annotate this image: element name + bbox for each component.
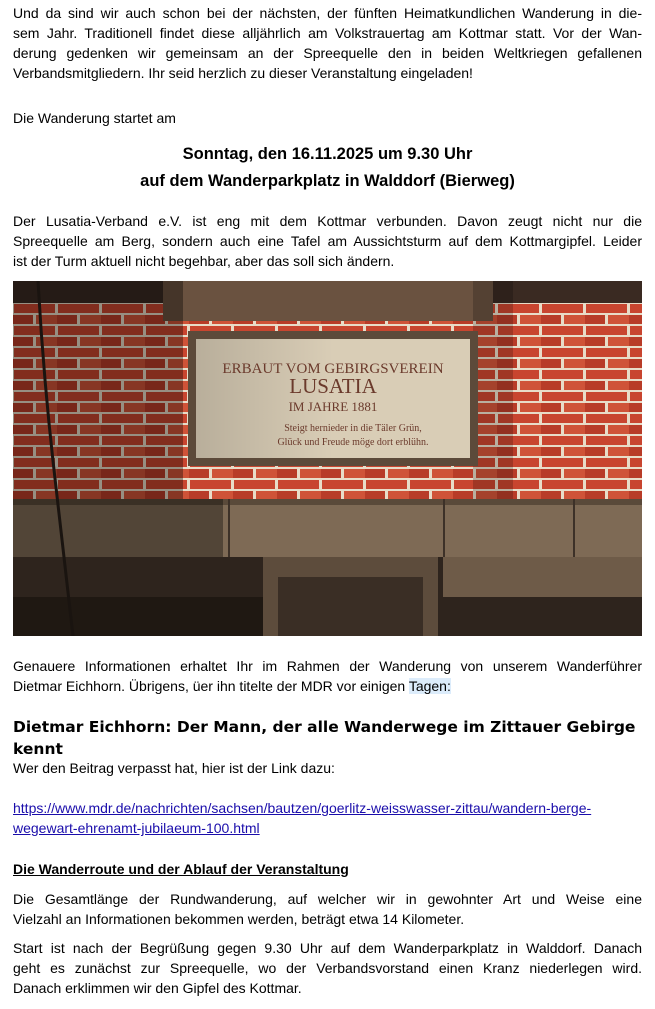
plaque-line-5: Glück und Freude möge dort erblühn. [277,437,429,448]
plaque-photo [13,281,642,636]
event-date: Sonntag, den 16.11.2025 um 9.30 Uhr [182,145,473,163]
route-line-2: Vielzahl an Informationen bekommen werden, beträgt etwa 14 Kilometer. [13,911,465,927]
info-line-2-text: Dietmar Eichhorn. Übrigens, üer ihn titelte der MDR vor einigen [13,678,409,694]
start-label: Die Wanderung startet am [13,110,176,126]
intro-line-1: Und da sind wir auch schon bei der nächsten, der fünften Heimatkundlichen Wanderung in die- [13,5,642,21]
lusatia-line-2: Spreequelle am Berg, sondern auch eine Tafel am Aussichtsturm auf dem Kottmargipfel. Leider [13,233,642,249]
mdr-link[interactable] [13,798,642,838]
lusatia-line-1: Der Lusatia-Verband e.V. ist eng mit dem Kottmar verbunden. Davon zeugt nicht nur die [13,213,642,229]
route-line-1: Die Gesamtlänge der Rundwanderung, auf welcher wir in gewohnter Art und Weise eine [13,891,642,907]
plaque-line-1: ERBAUT VOM GEBIRGSVEREIN [222,361,444,377]
event-place: auf dem Wanderparkplatz in Walddorf (Bierweg) [140,172,515,190]
intro-line-2: sem Jahr. Traditionell findet diese alljährlich am Volkstrauertag am Kottmar statt. Vor der Wan- [13,25,642,41]
intro-paragraph [13,3,642,83]
mdr-link-line-1[interactable]: https://www.mdr.de/nachrichten/sachsen/bautzen/goerlitz-weisswasser-zittau/wandern-berge- [13,800,592,816]
mdr-link-line-2[interactable]: wegewart-ehrenamt-jubilaeum-100.html [13,820,260,836]
intro-line-4: Verbandsmitgliedern. Ihr seid herzlich zu dieser Veranstaltung eingeladen! [13,65,473,81]
start-line-1: Start ist nach der Begrüßung gegen 9.30 Uhr auf dem Wanderparkplatz in Walddorf. Danach [13,940,642,956]
lusatia-paragraph [13,211,642,271]
section-title: Die Wanderroute und der Ablauf der Veranstaltung [13,861,349,877]
intro-line-3: derung gedenken wir gemeinsam an der Spreequelle den in beiden Weltkriegen gefallenen [13,45,642,61]
start-line-3: Danach erklimmen wir den Gipfel des Kottmar. [13,980,302,996]
plaque-line-2: LUSATIA [289,374,377,398]
info-paragraph [13,656,642,696]
plaque-line-4: Steigt hernieder in die Täler Grün, [284,423,422,434]
route-paragraph [13,889,642,929]
info-highlighted-word: Tagen: [408,678,451,694]
plaque-line-3: IM JAHRE 1881 [288,399,378,414]
info-line-2 [13,676,642,696]
start-paragraph [13,938,642,998]
info-line-1: Genauere Informationen erhaltet Ihr im Rahmen der Wanderung von unserem Wanderführer [13,658,642,674]
start-line-2: geht es zunächst zur Spreequelle, wo der Verbandsvorstand einen Kranz niederlegen wird. [13,960,642,976]
event-info [13,141,642,195]
article-headline: Dietmar Eichhorn: Der Mann, der alle Wanderwege im Zittauer Gebirge kennt [13,718,636,758]
link-intro: Wer den Beitrag verpasst hat, hier ist der Link dazu: [13,760,335,776]
lusatia-line-3: ist der Turm aktuell nicht begehbar, aber das soll sich ändern. [13,253,395,269]
